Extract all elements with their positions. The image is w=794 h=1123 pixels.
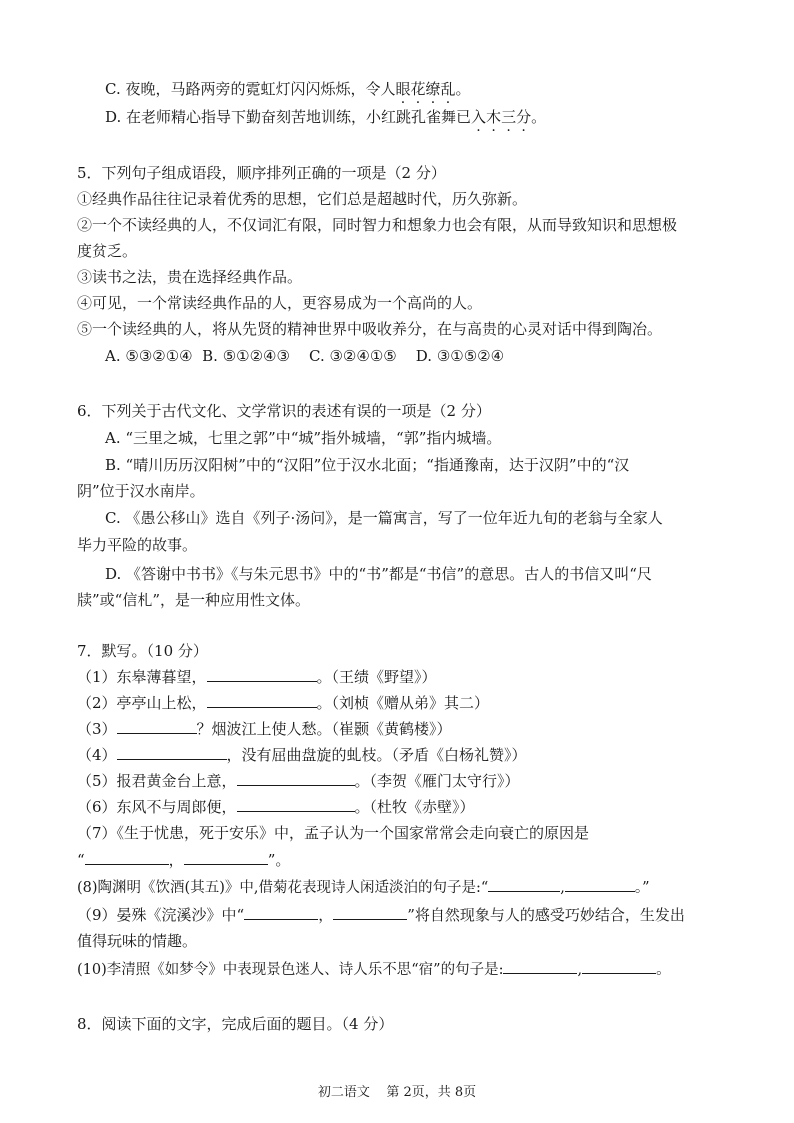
emphasis-char: 入 bbox=[471, 108, 487, 126]
q4-option-d: D. 在老师精心指导下勤奋刻苦地训练，小红跳孔雀舞已入木三分。 bbox=[105, 108, 547, 126]
q6-option-b: B. “晴川历历汉阳树”中的“汉阳”位于汉水北面；“指通豫南，达于汉阴”中的“汉 bbox=[105, 456, 630, 474]
q7-item-10: (10)李清照《如梦令》中表现景色迷人、诗人乐不思“宿”的句子是: , 。 bbox=[77, 958, 671, 981]
q5-sentence-3: ③读书之法，贵在选择经典作品。 bbox=[77, 268, 303, 286]
q6-option-d-cont: 牍”或“信札”，是一种应用性文体。 bbox=[77, 591, 311, 609]
q7-item-7-blanks: “ ， ”。 bbox=[77, 851, 291, 869]
q5-sentence-5: ⑤一个读经典的人，将从先贤的精神世界中吸收养分，在与高贵的心灵对话中得到陶冶。 bbox=[77, 320, 663, 338]
answer-blank[interactable] bbox=[503, 958, 577, 974]
q6-option-b-cont: 阴”位于汉水南岸。 bbox=[77, 482, 205, 500]
answer-blank[interactable] bbox=[582, 958, 656, 974]
emphasis-char: 木 bbox=[486, 108, 502, 126]
answer-blank[interactable] bbox=[244, 904, 318, 920]
q5-sentence-2: ②一个不读经典的人，不仅词汇有限，同时智力和想象力也会有限，从而导致知识和思想极 bbox=[77, 216, 678, 234]
q7-item-7: （7）《生于忧患，死于安乐》中，孟子认为一个国家常常会走向衰亡的原因是 bbox=[77, 824, 590, 842]
emphasis-char: 分 bbox=[516, 108, 532, 126]
answer-blank[interactable] bbox=[333, 904, 407, 920]
emphasis-char: 缭 bbox=[425, 80, 441, 98]
q7-item-3: （3） ？烟波江上使人愁。（崔颢《黄鹤楼》） bbox=[77, 720, 452, 738]
emphasis-char: 三 bbox=[501, 108, 517, 126]
answer-blank[interactable] bbox=[184, 849, 268, 865]
q8-title: 8．阅读下面的文字，完成后面的题目。（4 分） bbox=[77, 1015, 394, 1033]
emphasis-char: 眼 bbox=[395, 80, 411, 98]
q6-option-a: A. “三里之城，七里之郭”中“城”指外城墙，“郭”指内城墙。 bbox=[105, 429, 502, 447]
q7-item-4: （4） ，没有屈曲盘旋的虬枝。（矛盾《白杨礼赞》） bbox=[77, 746, 527, 764]
answer-blank[interactable] bbox=[565, 876, 635, 892]
q4-option-c: C. 夜晚，马路两旁的霓虹灯闪闪烁烁，令人眼花缭乱。 bbox=[105, 80, 471, 98]
answer-blank[interactable] bbox=[85, 849, 169, 865]
q7-item-5: （5）报君黄金台上意， 。（李贺《雁门太守行》） bbox=[77, 772, 520, 790]
answer-blank[interactable] bbox=[207, 692, 317, 708]
answer-blank[interactable] bbox=[207, 666, 317, 682]
dotted-phrase bbox=[471, 108, 531, 126]
answer-blank[interactable] bbox=[117, 744, 227, 760]
q7-item-1: （1）东皋薄暮望， 。（王绩《野望》） bbox=[77, 668, 437, 686]
q5-options: A. ⑤③②①④ B. ⑤①②④③ C. ③②④①⑤ D. ③①⑤②④ bbox=[105, 347, 505, 365]
q7-item-6: （6）东风不与周郎便， 。（杜牧《赤壁》） bbox=[77, 798, 475, 816]
page-footer: 初二语文 第 2页，共 8页 bbox=[317, 1085, 477, 1100]
q7-item-9: （9）晏殊《浣溪沙》中“ ， ”将自然现象与人的感受巧妙结合，生发出 bbox=[77, 906, 685, 924]
q7-item-2: （2）亭亭山上松， 。（刘桢《赠从弟》其二） bbox=[77, 694, 490, 712]
answer-blank[interactable] bbox=[237, 770, 355, 786]
q5-sentence-1: ①经典作品往往记录着优秀的思想，它们总是超越时代，历久弥新。 bbox=[77, 190, 528, 208]
emphasis-char: 花 bbox=[410, 80, 426, 98]
dotted-phrase bbox=[395, 80, 455, 98]
answer-blank[interactable] bbox=[117, 718, 197, 734]
q6-title: 6．下列关于古代文化、文学常识的表述有误的一项是（2 分） bbox=[77, 402, 491, 420]
q7-item-8: (8)陶渊明《饮酒(其五)》中,借菊花表现诗人闲适淡泊的句子是:“ , 。” bbox=[77, 876, 650, 899]
q6-option-d: D. 《答谢中书书》《与朱元思书》中的“书”都是“书信”的意思。古人的书信又叫“尺 bbox=[105, 565, 652, 583]
q6-option-c: C. 《愚公移山》选自《列子·汤问》，是一篇寓言，写了一位年近九旬的老翁与全家人 bbox=[105, 509, 663, 527]
q5-sentence-4: ④可见，一个常读经典作品的人，更容易成为一个高尚的人。 bbox=[77, 294, 483, 312]
answer-blank[interactable] bbox=[237, 796, 355, 812]
q7-item-9-cont: 值得玩味的情趣。 bbox=[77, 932, 198, 950]
emphasis-char: 乱 bbox=[440, 80, 456, 98]
q7-title: 7．默写。（10 分） bbox=[77, 642, 208, 660]
q5-sentence-2-cont: 度贫乏。 bbox=[77, 242, 138, 260]
q6-option-c-cont: 毕力平险的故事。 bbox=[77, 536, 198, 554]
q5-title: 5．下列句子组成语段，顺序排列正确的一项是（2 分） bbox=[77, 164, 446, 182]
answer-blank[interactable] bbox=[488, 876, 560, 892]
